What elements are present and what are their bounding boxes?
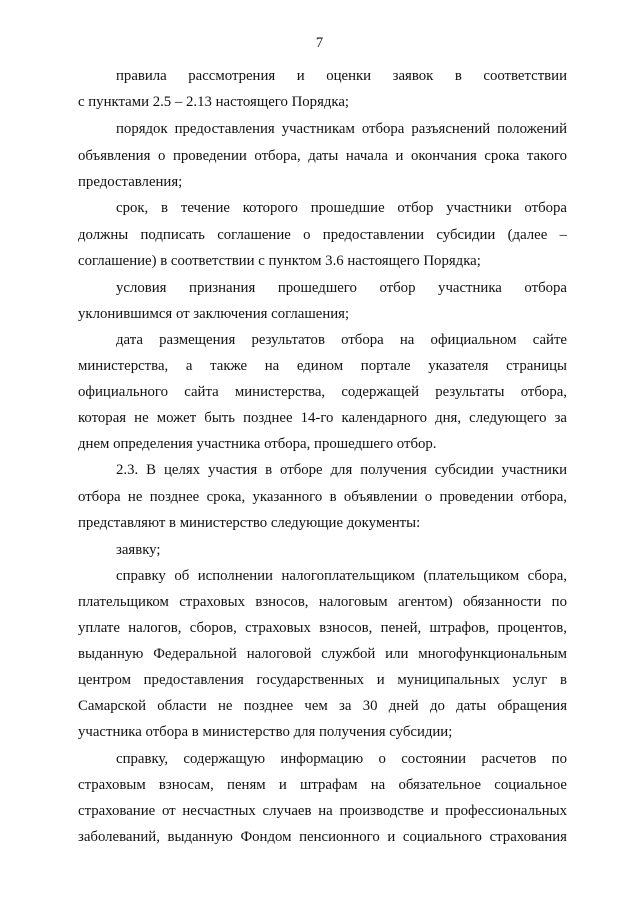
text-line: министерства, а также на едином портале указателя страницы [78, 358, 567, 374]
text-line: уплате налогов, сборов, страховых взносов, пеней, штрафов, процентов, [78, 620, 567, 636]
text-line: заявку; [116, 542, 161, 558]
text-line: выданную Федеральной налоговой службой или многофункциональным [78, 646, 567, 662]
text-line: должны подписать соглашение о предоставлении субсидии (далее – [78, 227, 567, 243]
text-line: уклонившимся от заключения соглашения; [78, 306, 350, 322]
text-line: Самарской области не позднее чем за 30 дней до даты обращения [78, 698, 567, 714]
text-line: центром предоставления государственных и муниципальных услуг в [78, 672, 567, 688]
text-line: условия признания прошедшего отбор участника отбора [116, 280, 567, 296]
text-line: срок, в течение которого прошедшие отбор участники отбора [116, 200, 567, 216]
text-line: представляют в министерство следующие документы: [78, 515, 421, 531]
page-number: 7 [315, 35, 324, 51]
text-line: страховым взносам, пеням и штрафам на обязательное социальное [78, 777, 567, 793]
text-line: правила рассмотрения и оценки заявок в соответствии [116, 68, 567, 84]
text-line: отбора не позднее срока, указанного в объявлении о проведении отбора, [78, 489, 567, 505]
text-line: дата размещения результатов отбора на официальном сайте [116, 332, 567, 348]
text-line: 2.3. В целях участия в отборе для получения субсидии участники [116, 462, 567, 478]
text-line: предоставления; [78, 174, 183, 190]
text-line: объявления о проведении отбора, даты начала и окончания срока такого [78, 148, 567, 164]
text-line: заболеваний, выданную Фондом пенсионного и социального страхования [78, 829, 567, 845]
text-line: которая не может быть позднее 14-го календарного дня, следующего за [78, 410, 567, 426]
text-line: справку об исполнении налогоплательщиком (плательщиком сбора, [116, 568, 567, 584]
text-line: днем определения участника отбора, прошедшего отбор. [78, 436, 437, 452]
text-line: справку, содержащую информацию о состоянии расчетов по [116, 751, 567, 767]
text-line: с пунктами 2.5 – 2.13 настоящего Порядка; [78, 94, 350, 110]
text-line: страхование от несчастных случаев на производстве и профессиональных [78, 803, 567, 819]
text-line: официального сайта министерства, содержащей результаты отбора, [78, 384, 567, 400]
text-line: порядок предоставления участникам отбора разъяснений положений [116, 121, 567, 137]
text-line: соглашение) в соответствии с пунктом 3.6 настоящего Порядка; [78, 253, 481, 269]
text-line: участника отбора в министерство для получения субсидии; [78, 724, 453, 740]
text-line: плательщиком страховых взносов, налоговым агентом) обязанности по [78, 594, 567, 610]
